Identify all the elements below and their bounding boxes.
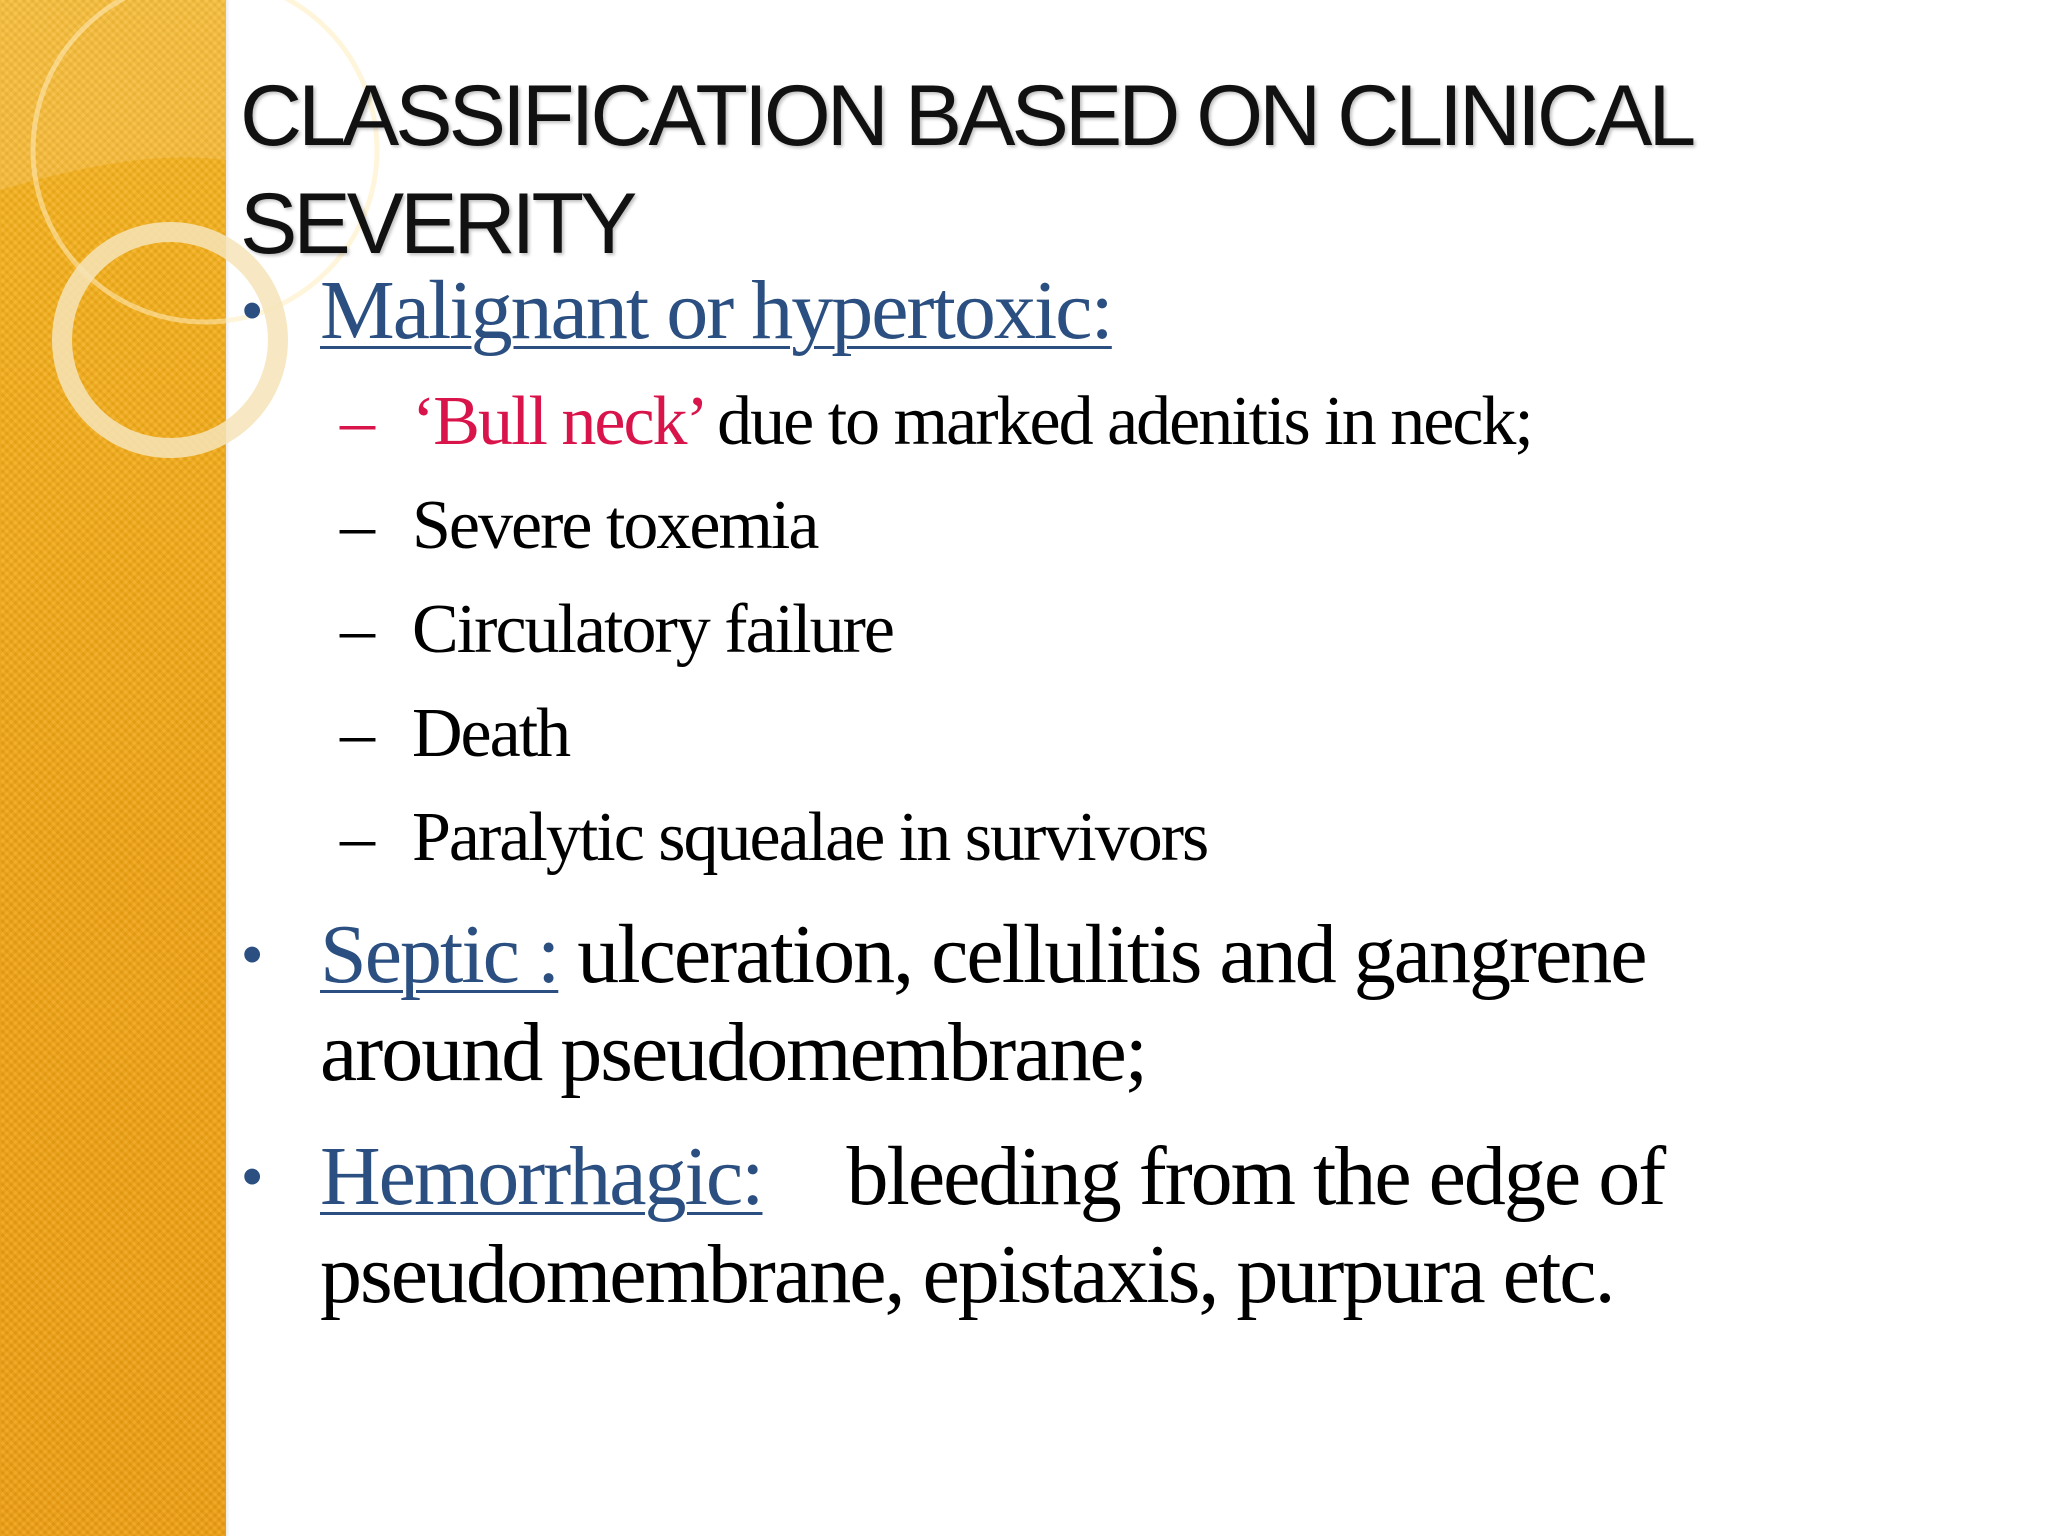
sublist-item-text: due to marked adenitis in neck; <box>701 383 1532 460</box>
round-bullet-icon: • <box>242 278 261 343</box>
round-bullet-icon: • <box>242 1144 261 1209</box>
en-dash-icon: – <box>340 695 373 772</box>
bullet-list <box>240 262 1800 1324</box>
en-dash-icon: – <box>340 591 373 668</box>
sublist-item <box>240 682 1800 786</box>
malignant-sublist <box>240 370 1800 890</box>
en-dash-icon: – <box>340 383 373 460</box>
slide-title: CLASSIFICATION BASED ON CLINICAL SEVERITY <box>240 68 1690 272</box>
sublist-item-text: Circulatory failure <box>412 591 893 668</box>
sublist-item <box>240 578 1800 682</box>
septic-description: ulceration, cellulitis and gangrene around pseudomembrane; <box>320 908 1646 1099</box>
en-dash-icon: – <box>340 799 373 876</box>
round-bullet-icon: • <box>242 922 261 987</box>
sublist-item-text: Death <box>412 695 570 772</box>
sublist-item-text: Severe toxemia <box>412 487 818 564</box>
term-hemorrhagic: Hemorrhagic: <box>320 1130 763 1223</box>
sublist-item-text: Paralytic squealae in survivors <box>412 799 1208 876</box>
list-item-septic <box>240 906 1800 1102</box>
list-item-malignant <box>240 262 1800 360</box>
en-dash-icon: – <box>340 487 373 564</box>
sublist-item <box>240 370 1800 474</box>
term-septic: Septic : <box>320 908 559 1001</box>
sublist-item <box>240 786 1800 890</box>
term-malignant: Malignant or hypertoxic: <box>320 264 1112 357</box>
list-item-hemorrhagic <box>240 1128 1800 1324</box>
highlight-bull-neck: ‘Bull neck’ <box>412 383 702 460</box>
sublist-item <box>240 474 1800 578</box>
hemorrhagic-description: bleeding from the edge of pseudomembrane, epistaxis, purpura etc. <box>320 1130 1665 1321</box>
